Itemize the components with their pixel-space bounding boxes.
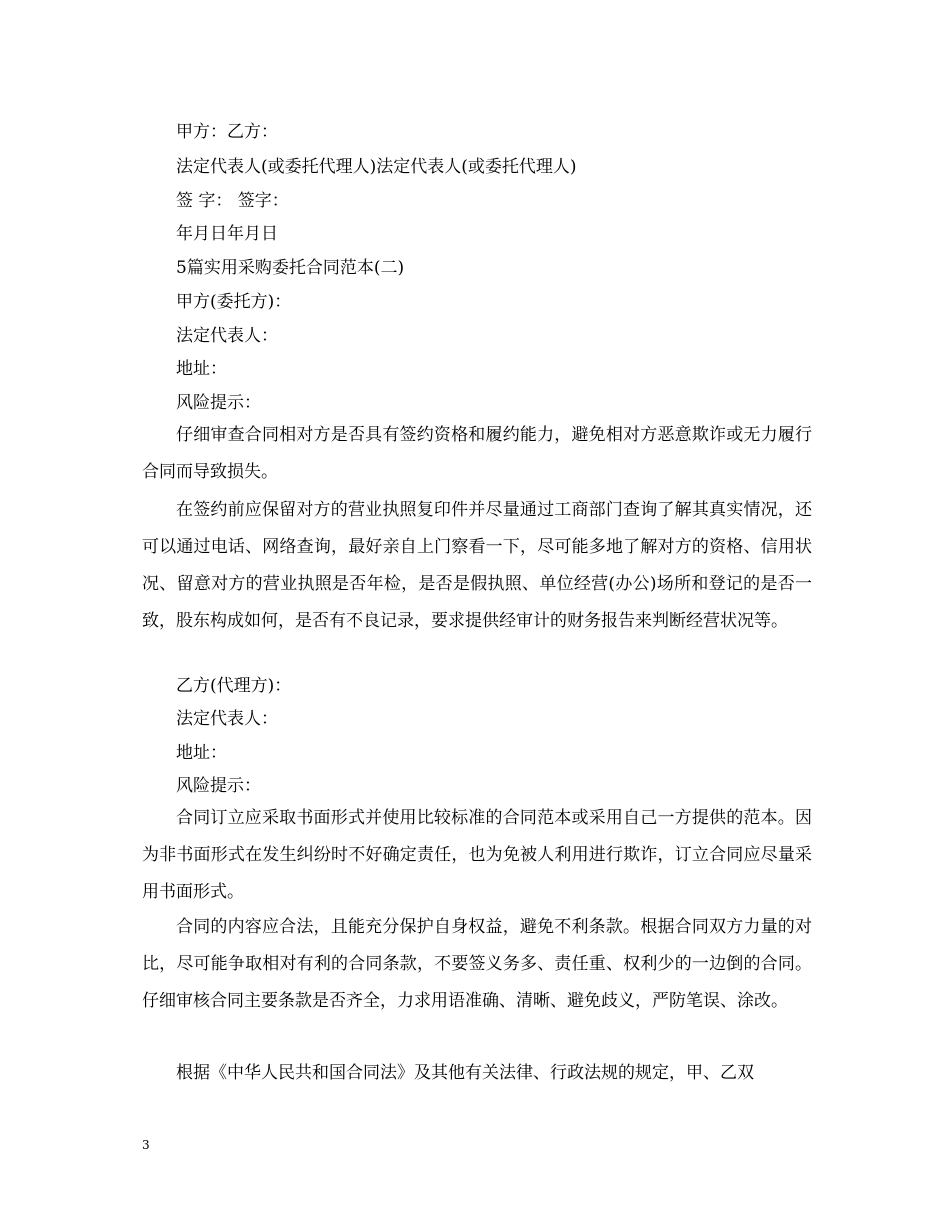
- party-b-label: 乙方(代理方)：: [176, 676, 292, 696]
- party-a-representative-label: 法定代表人：: [176, 326, 278, 346]
- signature-line: 签 字： 签字：: [176, 191, 289, 211]
- party-b-address-label: 地址：: [176, 743, 227, 763]
- legal-representative-line: 法定代表人(或委托代理人)法定代表人(或委托代理人): [176, 157, 577, 177]
- party-a-b-line: 甲方：乙方：: [176, 122, 278, 142]
- page-number: 3: [142, 1138, 150, 1152]
- risk-warning-label-2: 风险提示：: [176, 776, 261, 796]
- party-a-address-label: 地址：: [176, 359, 227, 379]
- risk-paragraph-4: 合同的内容应合法，且能充分保护自身权益，避免不利条款。根据合同双方力量的对比，尽可能争取相对有利的合同条款，不要签义务多、责任重、权利少的一边倒的合同。仔细审核合同主要条款是否齐全，力求用语准确、清晰、避免歧义，严防笔误、涂改。: [142, 917, 812, 1011]
- section-title: 5篇实用采购委托合同范本(二): [176, 258, 405, 278]
- date-line: 年月日年月日: [176, 224, 278, 244]
- risk-warning-label-1: 风险提示：: [176, 393, 261, 413]
- risk-paragraph-1: 仔细审查合同相对方是否具有签约资格和履约能力，避免相对方恶意欺诈或无力履行合同而导致损失。: [142, 425, 812, 482]
- risk-paragraph-3: 合同订立应采取书面形式并使用比较标准的合同范本或采用自己一方提供的范本。因为非书面形式在发生纠纷时不好确定责任，也为免被人利用进行欺诈，订立合同应尽量采用书面形式。: [142, 808, 812, 902]
- risk-paragraph-2: 在签约前应保留对方的营业执照复印件并尽量通过工商部门查询了解其真实情况，还可以通过电话、网络查询，最好亲自上门察看一下，尽可能多地了解对方的资格、信用状况、留意对方的营业执照是否年检，是否是假执照、单位经营(办公)场所和登记的是否一致，股东构成如何，是否有不良记录，要求提供经审计的财务报告来判断经营状况等。: [142, 500, 812, 631]
- party-a-label: 甲方(委托方)：: [176, 292, 292, 312]
- contract-law-paragraph: 根据《中华人民共和国合同法》及其他有关法律、行政法规的规定，甲、乙双: [176, 1063, 754, 1083]
- party-b-representative-label: 法定代表人：: [176, 709, 278, 729]
